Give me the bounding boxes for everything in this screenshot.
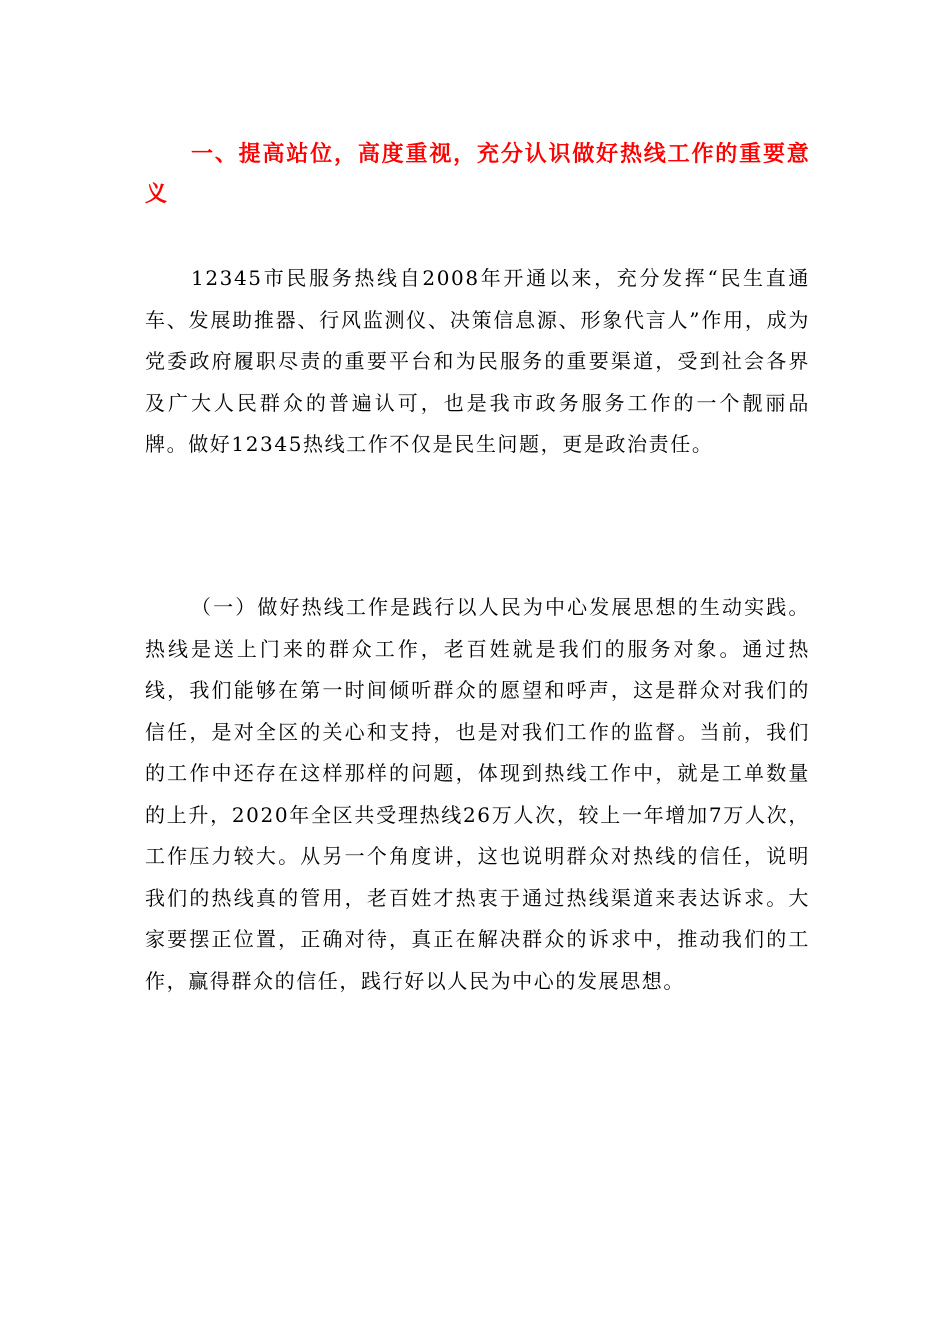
section-heading: 一、提高站位，高度重视，充分认识做好热线工作的重要意义: [145, 141, 810, 207]
body-paragraph-2: （一）做好热线工作是践行以人民为中心发展思想的生动实践。热线是送上门来的群众工作，老百姓就是我们的服务对象。通过热线，我们能够在第一时间倾听群众的愿望和呼声，这是群众对我们的信任，是对全区的关心和支持，也是对我们工作的监督。当前，我们的工作中还存在这样那样的问题，体现到热线工作中，就是工单数量的上升，2020年全区共受理热线26万人次，较上一年增加7万人次，工作压力较大。从另一个角度讲，这也说明群众对热线的信任，说明我们的热线真的管用，老百姓才热衷于通过热线渠道来表达诉求。大家要摆正位置，正确对待，真正在解决群众的诉求中，推动我们的工作，赢得群众的信任，践行好以人民为中心的发展思想。: [145, 595, 810, 993]
body-paragraph-1: 12345市民服务热线自2008年开通以来，充分发挥“民生直通车、发展助推器、行风监测仪、决策信息源、形象代言人”作用，成为党委政府履职尽责的重要平台和为民服务的重要渠道，受到社会各界及广大人民群众的普遍认可，也是我市政务服务工作的一个靓丽品牌。做好12345热线工作不仅是民生问题，更是政治责任。: [145, 266, 810, 456]
